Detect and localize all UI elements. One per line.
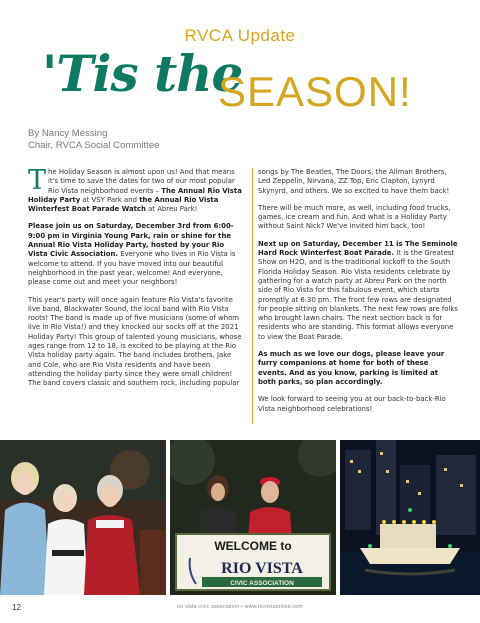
headline-caps: SEASON! xyxy=(218,68,412,115)
event-name-holiday-party: The Annual Rio Vista Holiday Party xyxy=(28,186,242,204)
byline-role: Chair, RVCA Social Committee xyxy=(28,140,160,151)
article-column-right xyxy=(258,168,458,422)
byline xyxy=(28,128,160,152)
banner-line3: CIVIC ASSOCIATION xyxy=(230,580,294,587)
banner-line1: WELCOME to xyxy=(214,539,292,553)
page-footer xyxy=(0,603,480,617)
paragraph-holiday-party: Please join us on Saturday, December 3rd from 6:00-9:00 pm in Virginia Young Park, rain or shine for the Annual Rio Vista Holiday Party, hosted by your Rio Vista Civic Association. Everyone who lives in Rio Vista is welcome to attend. If you have moved into our beautiful neighborhood in the past year, welcome! And everyone, please come out and meet your neighbors! xyxy=(28,222,236,287)
article-column-left xyxy=(28,165,245,397)
paragraph-dogs: As much as we love our dogs, please leave your furry companions at home for both of these events. And as you know, parking is limited at both parks, so plan accordingly. xyxy=(258,350,445,386)
photo-welcome-banner xyxy=(170,440,336,595)
paragraph-closing: We look forward to seeing you at our back-to-back-Rio Vista neighborhood celebrations! xyxy=(258,395,446,413)
photo-strip xyxy=(0,440,480,595)
paragraph-intro: The Holiday Season is almost upon us! And that means it's time to save the dates for two of our most popular Rio Vista neighborhood events – The Annual Rio Vista Holiday Party at VSY Park and the Annual Rio Vista Winterfest Boat Parade Watch at Abreu Park! xyxy=(28,165,242,214)
paragraph-band-continued: songs by The Beatles, The Doors, the Allman Brothers, Led Zeppelin, Nirvana, ZZ Top, Eric Clapton, Lynyrd Skynyrd, and others. We so excited to have them back! xyxy=(258,168,450,195)
photo-boat-parade xyxy=(340,440,480,595)
paragraph-more-fun: There will be much more, as well, including food trucks, games, ice cream and fun. And what is a Holiday Party without Saint Nick? We've invited him back, too! xyxy=(258,203,451,231)
page-number: 12 xyxy=(12,603,21,612)
paragraph-boat-parade: Next up on Saturday, December 11 is The Seminole Hard Rock Winterfest Boat Parade. It is the Greatest Show on H2O, and is the traditional kickoff to the South Florida Holiday Season. Rio Vista residents celebrate by gathering for a watch party at Abreu Park on the north side of Rio Vista for this fabulous event, which starts promptly at 6:30 pm. The front few rows are designated for people sitting on blankets. The next few rows are folks who brought lawn chairs. The next section back is for residents who are standing. This format allows everyone to view the Boat Parade. xyxy=(258,239,459,341)
section-kicker: RVCA Update xyxy=(184,26,296,45)
paragraph-band: This year's party will once again feature Rio Vista's favorite live band, Blackwater Sound, the local band with Rio Vista roots! The band is made up of five musicians (some of whom live in Rio Vista!) and they knocked our socks off at the 2021 Holiday Party! This group of talented young musicians, whose ages range from 12 to 18, is excited to be playing at the Rio Vista holiday party again. The band includes brothers, Jake and Cole, who are Rio Vista residents and have been attending the holiday party since they were small children! The band covers classic and southern rock, including popular xyxy=(28,295,242,388)
column-divider xyxy=(252,168,253,424)
byline-author: By Nancy Messing xyxy=(28,128,108,139)
headline-script: 'Tis the xyxy=(42,44,243,103)
photo-holiday-costumes xyxy=(0,440,166,595)
publication-footer: rio vista civic association • www.riovistaonline.com xyxy=(177,604,303,610)
banner-line2: RIO VISTA xyxy=(221,560,303,577)
drop-cap: T xyxy=(28,165,47,196)
event-name-boat-parade: the Annual Rio Vista Winterfest Boat Parade Watch xyxy=(28,195,219,214)
